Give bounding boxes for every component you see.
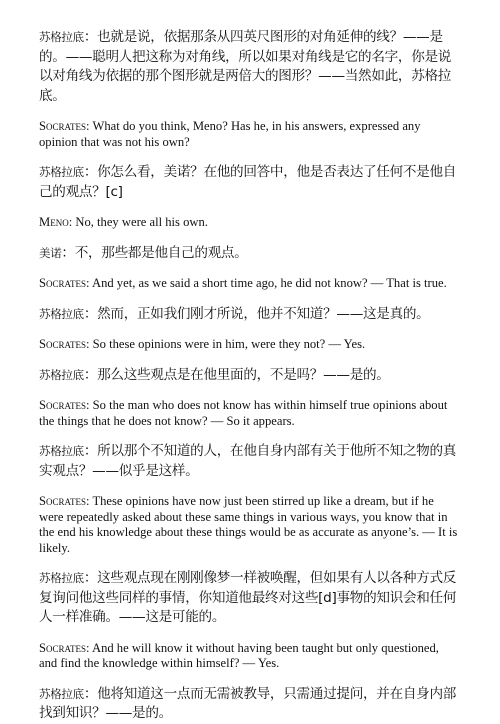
speaker-name: 苏格拉底 [39,165,84,179]
speaker-name: Socrates [39,276,87,290]
paragraph-text: 也就是说，依据那条从四英尺图形的对角延伸的线？——是的。——聪明人把这称为对角线，所以如果对角线是它的名字，你是说以对角线为依据的那个图形就是两倍大的图形？——当然如此，苏格拉底。 [39,29,452,104]
paragraph-zh [39,569,460,628]
paragraph-text: 然而，正如我们刚才所说，他并不知道？——这是真的。 [97,305,430,322]
speaker-separator: : [86,494,93,508]
speaker-name: Meno [39,215,69,229]
speaker-separator: ： [83,305,98,322]
speaker-separator: : [86,640,92,655]
paragraph-zh [39,685,460,724]
speaker-name: Socrates [39,337,87,351]
paragraph-zh [39,163,460,202]
speaker-separator: ： [83,685,98,702]
speaker-name: 苏格拉底 [39,444,84,458]
speaker-separator: ： [83,366,98,383]
paragraph-en [39,215,460,231]
speaker-name: 苏格拉底 [39,306,84,321]
speaker-separator: : [86,276,92,290]
speaker-name: 美诺 [39,245,62,260]
paragraph-zh [39,366,460,386]
paragraph-text: And he will know it without having been taught but only questioned, and find the knowledge within himself? — Yes. [39,640,439,670]
paragraph-text: No, they were all his own. [75,215,208,229]
speaker-name: Socrates [39,119,87,133]
paragraph-en [39,276,460,292]
paragraph-en [39,494,460,556]
paragraph-text: What do you think, Meno? Has he, in his answers, expressed any opinion that was not his own? [39,119,421,149]
paragraph-en [39,119,460,150]
paragraph-text: 不，那些都是他自己的观点。 [74,244,248,261]
paragraph-text: 所以那个不知道的人，在他自身内部有关于他所不知之物的真实观点？——似乎是这样。 [39,443,457,479]
speaker-separator: ： [83,443,98,459]
speaker-name: 苏格拉底 [39,30,84,44]
speaker-name: Socrates [39,494,87,508]
speaker-separator: ： [83,164,98,180]
paragraph-text: 他将知道这一点而无需被教导，只需通过提问，并在自身内部找到知识？——是的。 [39,685,457,721]
speaker-name: 苏格拉底 [39,686,84,701]
paragraph-text: 那么这些观点是在他里面的，不是吗？——是的。 [97,366,390,383]
speaker-separator: : [86,337,93,351]
speaker-separator: : [86,119,93,133]
paragraph-en [39,641,460,672]
paragraph-text: 你怎么看，美诺？在他的回答中，他是否表达了任何不是他自己的观点？[c] [39,164,457,200]
paragraph-text: So these opinions were in him, were they not? — Yes. [92,337,366,351]
speaker-name: 苏格拉底 [39,571,84,585]
paragraph-text: So the man who does not know has within himself true opinions about the things that he does not know? — So it appears. [39,398,448,428]
paragraph-en [39,337,460,353]
speaker-separator: ： [83,29,98,45]
speaker-separator: : [86,398,93,412]
paragraph-zh [39,305,460,325]
paragraph-text: 这些观点现在刚刚像梦一样被唤醒，但如果有人以各种方式反复询问他这些同样的事情，你知道他最终对这些[d]事物的知识会和任何人一样准确。——这是可能的。 [39,570,457,625]
speaker-name: Socrates [39,398,87,412]
speaker-separator: ： [61,244,75,261]
paragraph-text: And yet, as we said a short time ago, he did not know? — That is true. [91,276,447,290]
speaker-separator: : [68,215,76,229]
speaker-separator: ： [83,570,98,586]
paragraph-zh [39,28,460,106]
paragraph-zh [39,442,460,481]
speaker-name: Socrates [39,640,87,655]
paragraph-text: These opinions have now just been stirred up like a dream, but if he were repeatedly asked about these same things in various ways, you know that in the end his knowledge about these things would be as accurate as anyone’s. — It is likely. [39,494,458,555]
paragraph-zh [39,244,460,264]
speaker-name: 苏格拉底 [39,367,84,382]
paragraph-en [39,398,460,429]
